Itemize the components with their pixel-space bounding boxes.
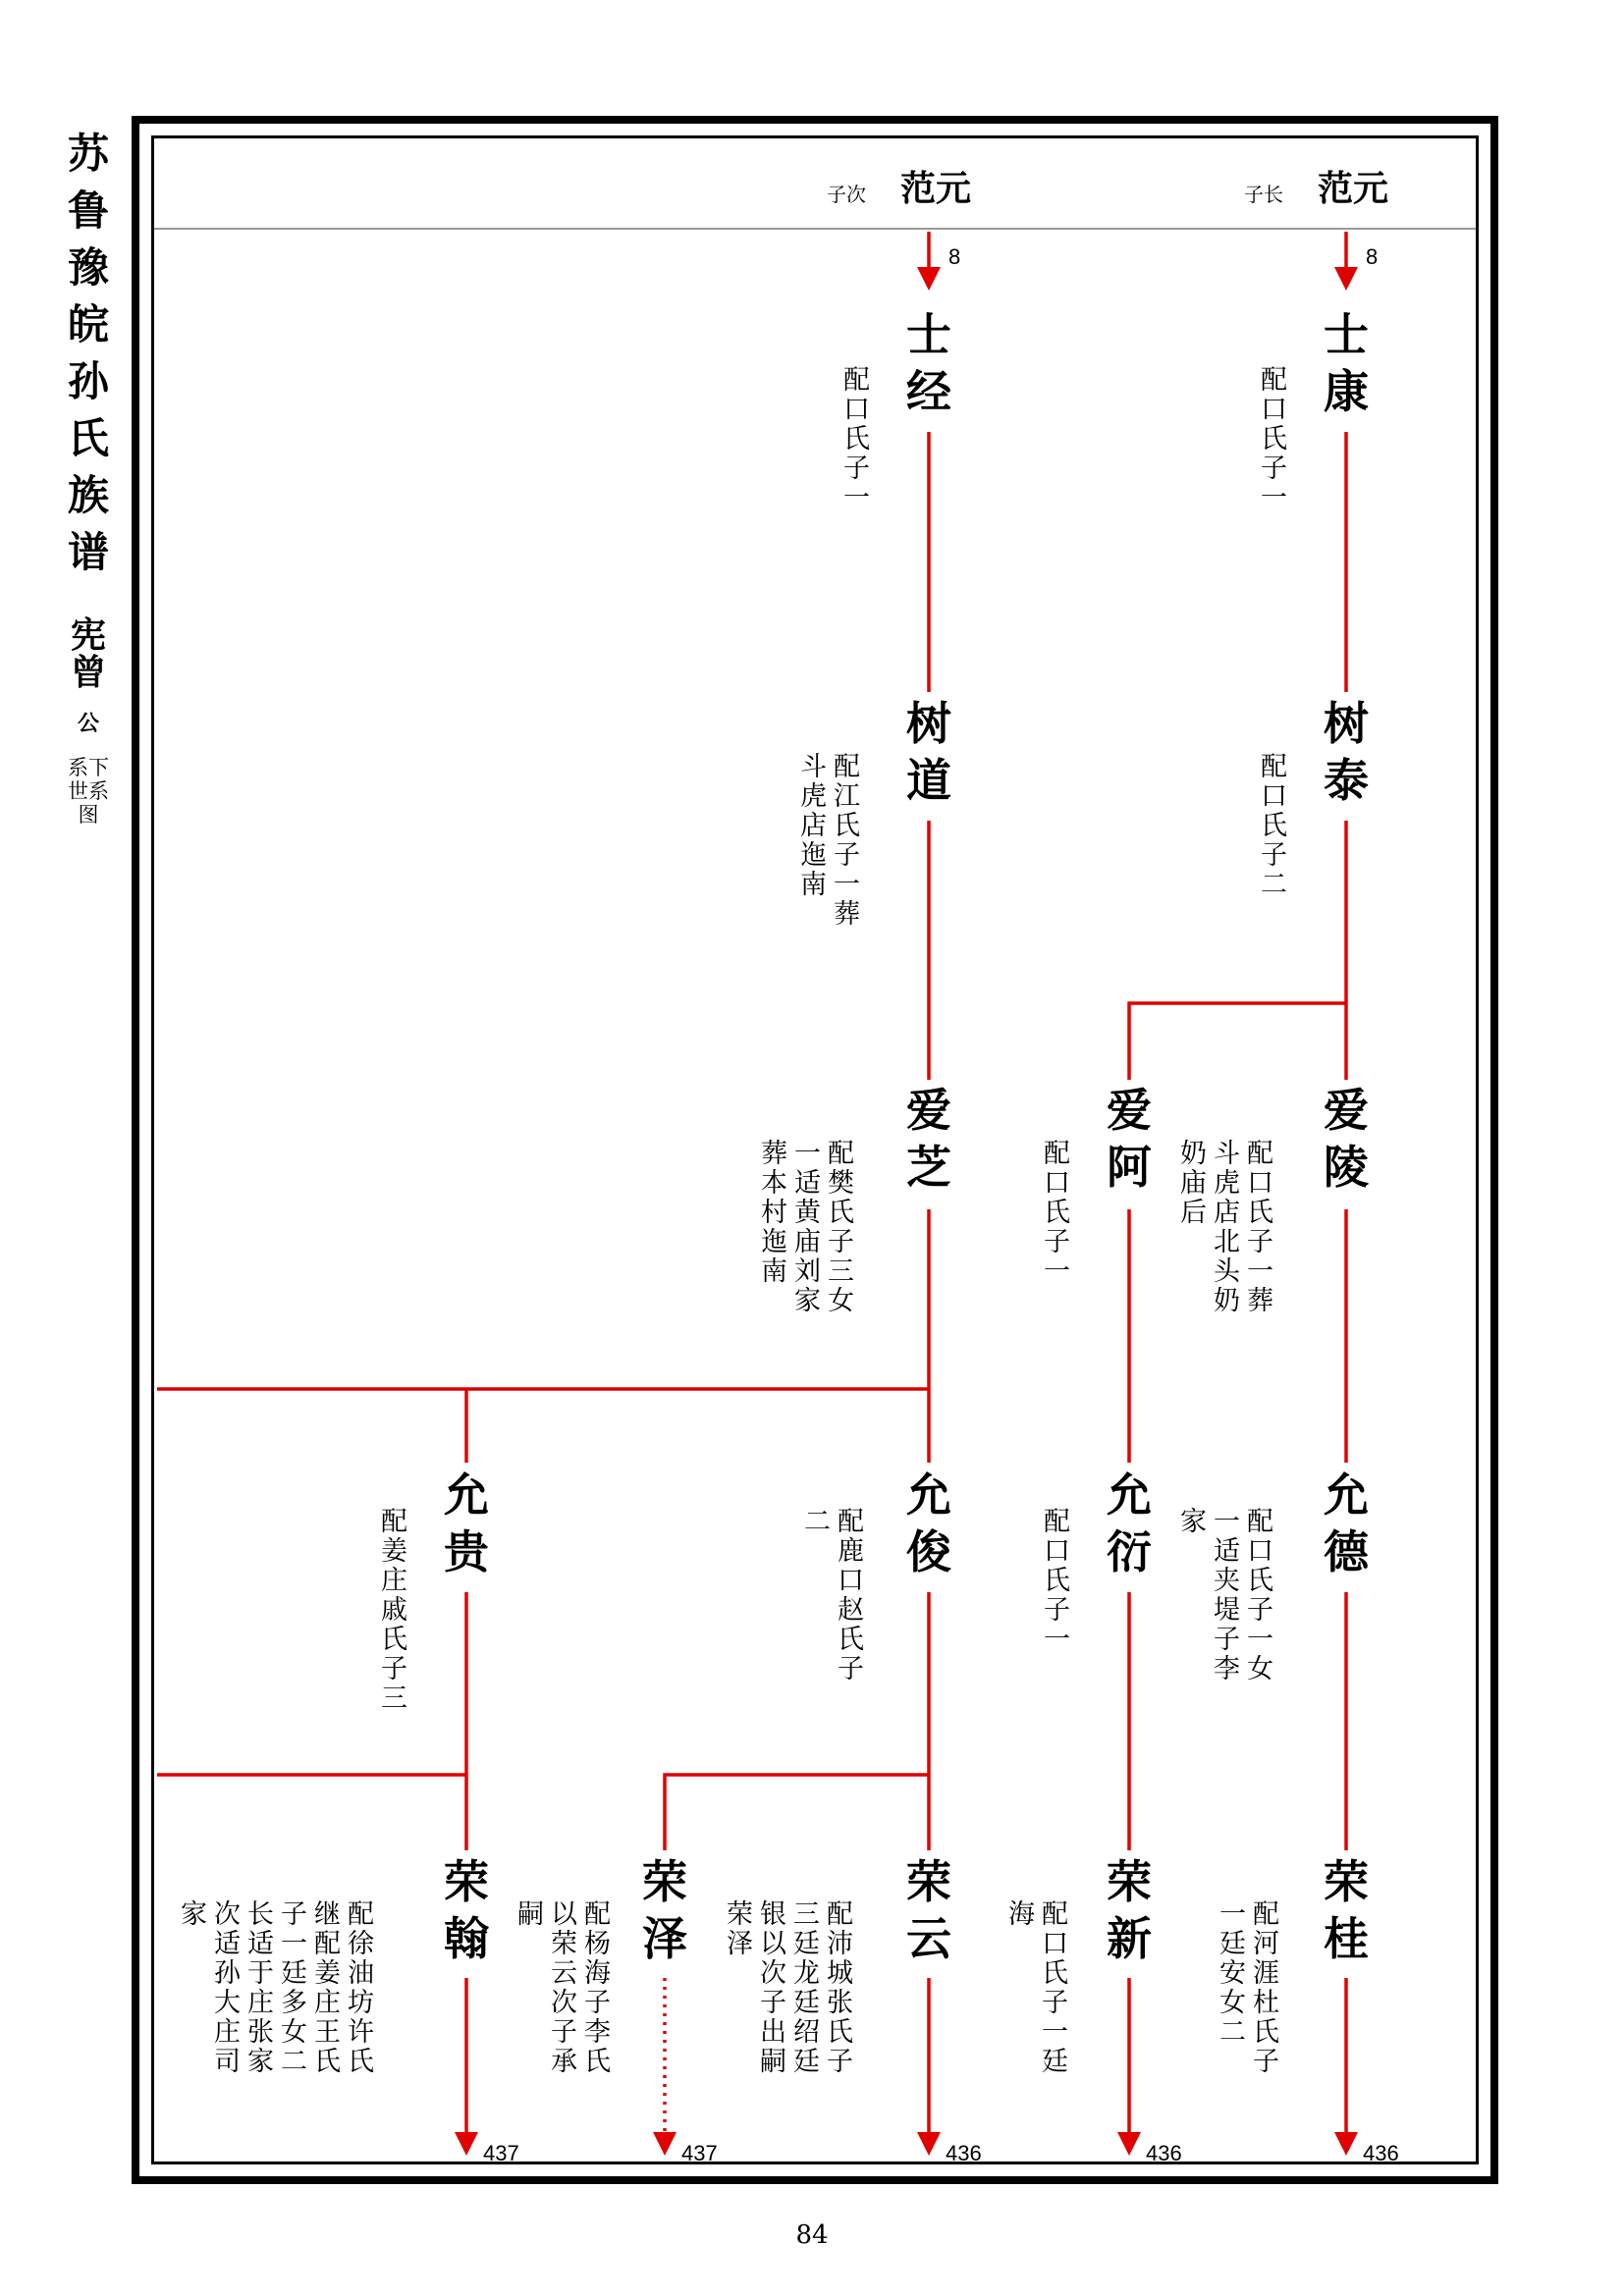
note-yunde: 配口氏子一女 一适夹堤子李 家 [1175,1507,1272,1683]
person-name-yunjun: 允俊 [906,1468,951,1578]
note-yunyan: 配口氏子一 [1039,1507,1069,1654]
person-name-shutai: 树泰 [1324,697,1369,807]
person-name-shudao: 树道 [906,697,951,807]
person-name-ronggui: 荣桂 [1324,1855,1369,1965]
note-rongxin: 配口氏子一廷 海 [1003,1899,1067,2076]
header-relation-right: 子长 [1244,183,1283,206]
page-ref-shikang: 8 [1366,244,1379,269]
person-name-aia: 爱阿 [1107,1084,1152,1194]
page-number: 84 [795,2220,829,2250]
note-ronggui: 配河涯杜氏子 一廷安女二 [1215,1899,1278,2076]
note-rongyun: 配沛城张氏子 三廷龙廷绍廷 银以次子出嗣 荣泽 [722,1899,852,2076]
person-name-rongze: 荣泽 [642,1855,687,1965]
note-yunjun: 配鹿口赵氏子 二 [799,1507,863,1683]
note-ronghan: 配徐油坊许氏 继配姜庄王氏 子一廷多女二 长适于庄张家 次适孙大庄司 家 [176,1899,373,2076]
person-name-ailing: 爱陵 [1324,1084,1369,1194]
header-name-left: 范元 [900,168,972,209]
note-rongze: 配杨海子李氏 以荣云次子承 嗣 [513,1899,610,2076]
genealogy-title: 苏鲁豫皖孙氏族谱 [67,130,109,576]
page-ref-ronggui: 436 [1363,2141,1399,2165]
person-name-shijing: 士经 [906,308,951,418]
page-ref-rongze: 437 [681,2141,718,2165]
page-ref-ronghan: 437 [483,2141,519,2165]
person-name-rongxin: 荣新 [1107,1855,1152,1965]
page-ref-rongxin: 436 [1146,2141,1182,2165]
person-name-rongyun: 荣云 [906,1855,951,1965]
note-ailing: 配口氏子一葬 斗虎店北头奶 奶庙后 [1175,1139,1272,1315]
page-ref-rongyun: 436 [946,2141,982,2165]
person-name-aizhi: 爱芝 [906,1084,951,1194]
ancestor-name: 宪曾 [70,614,106,693]
note-yungui: 配姜庄戚氏子三 [376,1507,406,1713]
note-aizhi: 配樊氏子三女 一适黄庙刘家 葬本村迤南 [756,1139,853,1315]
person-name-ronghan: 荣翰 [444,1855,489,1965]
note-shikang: 配口氏子一 [1256,365,1286,512]
person-name-yunde: 允德 [1324,1468,1369,1578]
note-shudao: 配江氏子一葬 斗虎店迤南 [795,752,859,929]
person-name-yunyan: 允衍 [1107,1468,1152,1578]
header-name-right: 范元 [1318,168,1389,209]
note-shijing: 配口氏子一 [839,365,869,512]
page-ref-shijing: 8 [948,244,961,269]
person-name-yungui: 允贵 [444,1468,489,1578]
header-relation-left: 子次 [827,183,866,206]
note-shutai: 配口氏子二 [1256,752,1286,899]
person-name-shikang: 士康 [1324,308,1369,418]
ancestor-honorific: 公 [77,711,99,736]
note-aia: 配口氏子一 [1039,1139,1069,1286]
chart-subtitle: 系下世系图 [68,756,109,827]
